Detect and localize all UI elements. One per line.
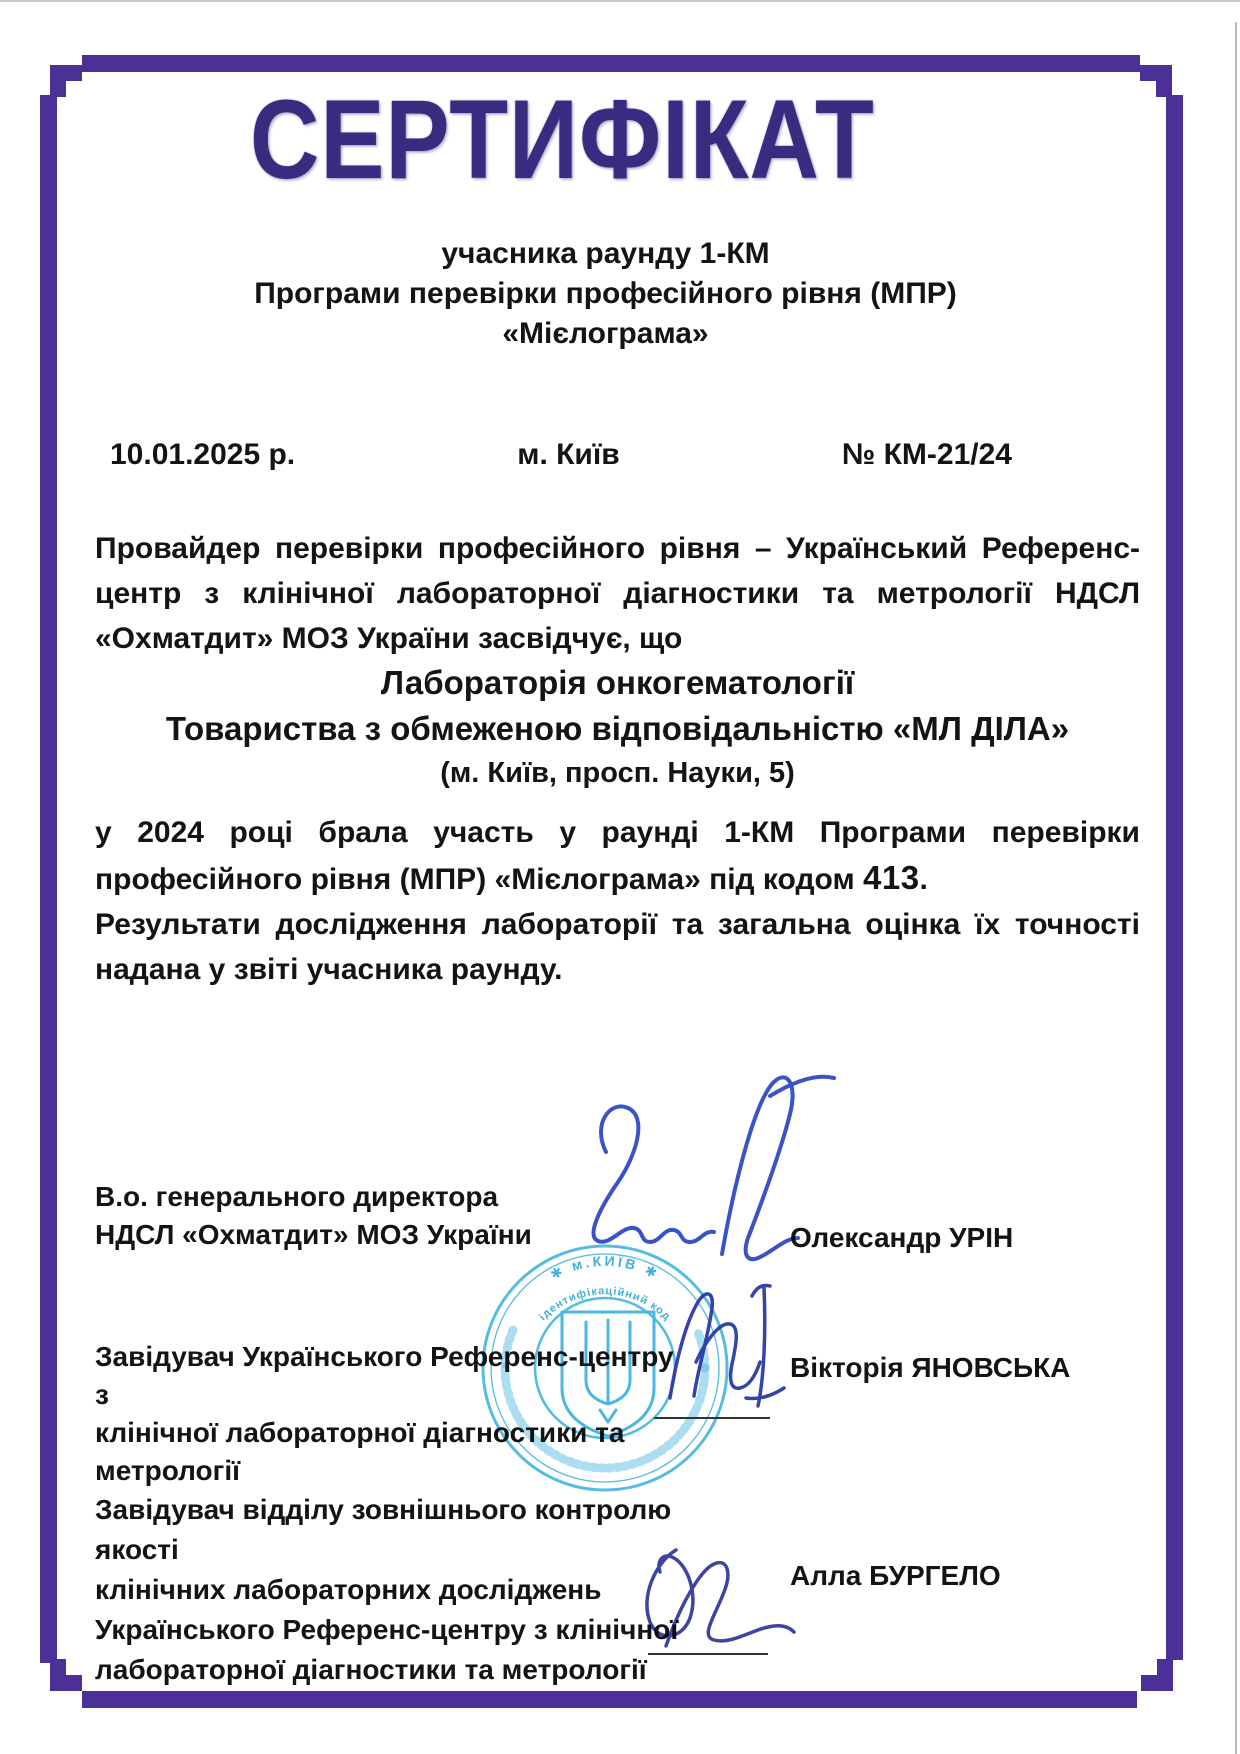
signatory-3-position-line2: клінічних лабораторних досліджень xyxy=(95,1574,602,1605)
stamp-ring-text-inner: ідентифікаційний код xyxy=(536,1285,673,1324)
signatory-3-position-line1: Завідувач відділу зовнішнього контролю якості xyxy=(95,1494,672,1565)
laboratory-block xyxy=(95,660,1140,794)
svg-text:ідентифікаційний код xyxy=(537,1285,673,1323)
signatory-1-name: Олександр УРІН xyxy=(790,1222,1014,1253)
certificate-subtitle xyxy=(83,234,1128,354)
provider-statement: Провайдер перевірки професійного рівня – Український Референс-центр з клінічної лабораторної діагностики та метрології НДСЛ «Охматдит» МОЗ України засвідчує, що xyxy=(95,532,1140,655)
signatory-2-position-line2: клінічної лабораторної діагностики та метрології xyxy=(95,1417,625,1486)
participation-text-end: . xyxy=(919,863,928,896)
signatory-1-position-line2: НДСЛ «Охматдит» МОЗ України xyxy=(95,1219,532,1250)
signatory-1-position-line1: В.о. генерального директора xyxy=(95,1181,499,1212)
svg-text:✱ м.КИЇВ ✱ xyxy=(548,1253,663,1283)
signatory-2-position xyxy=(95,1338,695,1490)
scan-edge-right xyxy=(1235,22,1237,1754)
signatory-3-position xyxy=(95,1490,715,1690)
body-paragraphs xyxy=(95,810,1140,992)
participant-code: 413 xyxy=(862,859,920,896)
signatory-1-position xyxy=(95,1178,615,1254)
certificate-number: № КМ-21/24 xyxy=(841,438,1012,471)
certificate-title xyxy=(40,77,1085,202)
signatory-3-name: Алла БУРГЕЛО xyxy=(790,1560,1001,1591)
stamp-ring-text-top: ✱ м.КИЇВ ✱ xyxy=(547,1252,663,1283)
signatory-3-position-line4: лабораторної діагностики та метрології xyxy=(95,1654,647,1685)
laboratory-company: Товариства з обмеженою відповідальністю «МЛ ДІЛА» xyxy=(165,710,1070,747)
laboratory-name: Лабораторія онкогематології xyxy=(380,664,855,701)
issue-city: м. Київ xyxy=(517,438,620,471)
scan-edge-top xyxy=(0,0,1240,2)
signatory-2-position-line1: Завідувач Українського Референс-центру з xyxy=(95,1341,674,1410)
participation-text: у 2024 році брала участь у раунді 1-КМ Програми перевірки професійного рівня (МПР) «Мієлограма» під кодом xyxy=(95,816,1140,896)
results-statement: Результати дослідження лабораторії та загальна оцінка їх точності надана у звіті учасника раунду. xyxy=(95,908,1140,986)
signatory-2-name: Вікторія ЯНОВСЬКА xyxy=(790,1352,1071,1383)
issue-date: 10.01.2025 р. xyxy=(110,438,296,471)
signatory-3-position-line3: Українського Референс-центру з клінічної xyxy=(95,1614,679,1645)
issue-row xyxy=(95,438,1140,472)
participation-statement xyxy=(95,810,1140,902)
subtitle-line-2: Програми перевірки професійного рівня (МПР) xyxy=(254,277,957,310)
certificate-title-text: СЕРТИФІКАТ xyxy=(250,77,875,202)
subtitle-line-1: учасника раунду 1-КМ xyxy=(441,237,770,270)
subtitle-line-3: «Мієлограма» xyxy=(502,317,709,350)
laboratory-address: (м. Київ, просп. Науки, 5) xyxy=(440,757,795,789)
